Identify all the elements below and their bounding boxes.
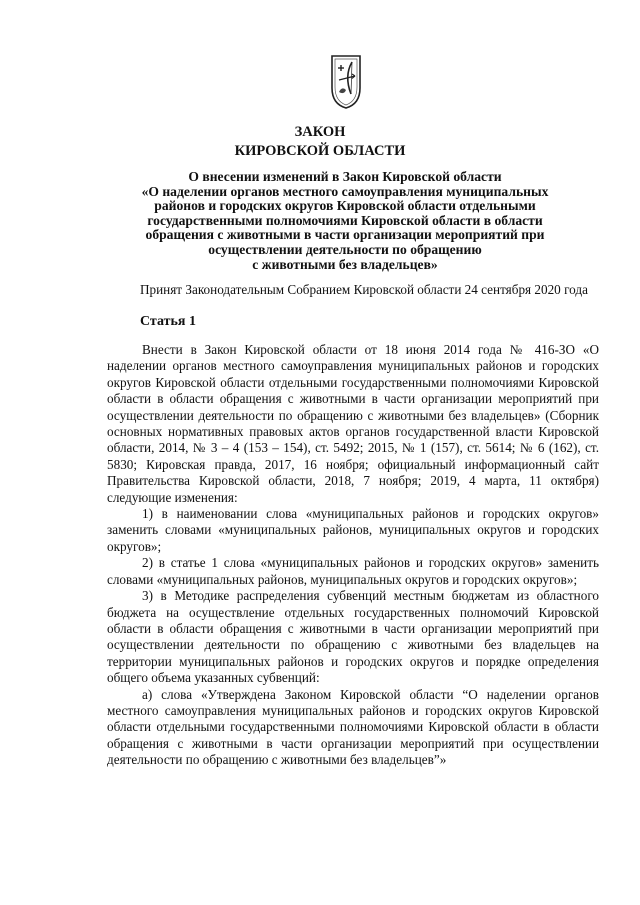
subtitle-line: с животными без владельцев» <box>252 256 438 272</box>
subtitle-line: осуществлении деятельности по обращению <box>208 241 482 257</box>
subtitle-line: «О наделении органов местного самоуправления муниципальных <box>141 183 549 199</box>
law-region: КИРОВСКОЙ ОБЛАСТИ <box>234 143 406 159</box>
subtitle-line: государственными полномочиями Кировской области в области <box>147 212 543 228</box>
amendment-item-3: 3) в Методике распределения субвенций местным бюджетам из областного бюджета на осуществление отдельных государственных полномочий Кировской области в области обращения с животными в части организации мероприятий при осуществлении деятельности по обращению с животными без владельцев на территории муниципальных районов и городских округов и порядке определения общего объема указанных субвенций: <box>107 588 599 686</box>
article-intro: Внести в Закон Кировской области от 18 июня 2014 года № 416-ЗО «О наделении органов местного самоуправления муниципальных районов и городских округов Кировской области отдельными государственными полномочиями Кировской области в области обращения с животными в части организации мероприятий при осуществлении деятельности по обращению с животными без владельцев» (Сборник основных нормативных правовых актов органов государственной власти Кировской области, 2014, № 3 – 4 (153 – 154), ст. 5492; 2015, № 1 (157), ст. 5614; № 6 (162), ст. 5830; Кировская правда, 2017, 16 ноября; официальный информационный сайт Правительства Кировской области, 2018, 7 ноября; 2019, 4 марта, 11 октября) следующие изменения: <box>107 342 599 505</box>
article-heading: Статья 1 <box>140 314 196 329</box>
subtitle-line: О внесении изменений в Закон Кировской области <box>188 169 502 184</box>
law-title: ЗАКОН <box>294 124 346 140</box>
article-body <box>107 342 599 769</box>
coat-of-arms-icon <box>330 52 362 110</box>
subtitle-line: обращения с животными в части организации мероприятий при <box>145 227 545 243</box>
law-subtitle <box>110 170 580 272</box>
amendment-item-1: 1) в наименовании слова «муниципальных районов и городских округов» заменить словами «муниципальных районов, муниципальных округов и городских округов»; <box>107 506 599 554</box>
adoption-note: Принят Законодательным Собранием Кировской области 24 сентября 2020 года <box>140 282 588 297</box>
amendment-item-3a: а) слова «Утверждена Законом Кировской области “О наделении органов местного самоуправления муниципальных районов и городских округов Кировской области отдельными государственными полномочиями Кировской области в области обращения с животными в части организации мероприятий при осуществлении деятельности по обращению с животными без владельцев”» <box>107 686 599 768</box>
subtitle-line: районов и городских округов Кировской области отдельными <box>154 198 536 214</box>
amendment-item-2: 2) в статье 1 слова «муниципальных районов и городских округов» заменить словами «муниципальных районов, муниципальных округов и городских округов»; <box>107 555 599 587</box>
